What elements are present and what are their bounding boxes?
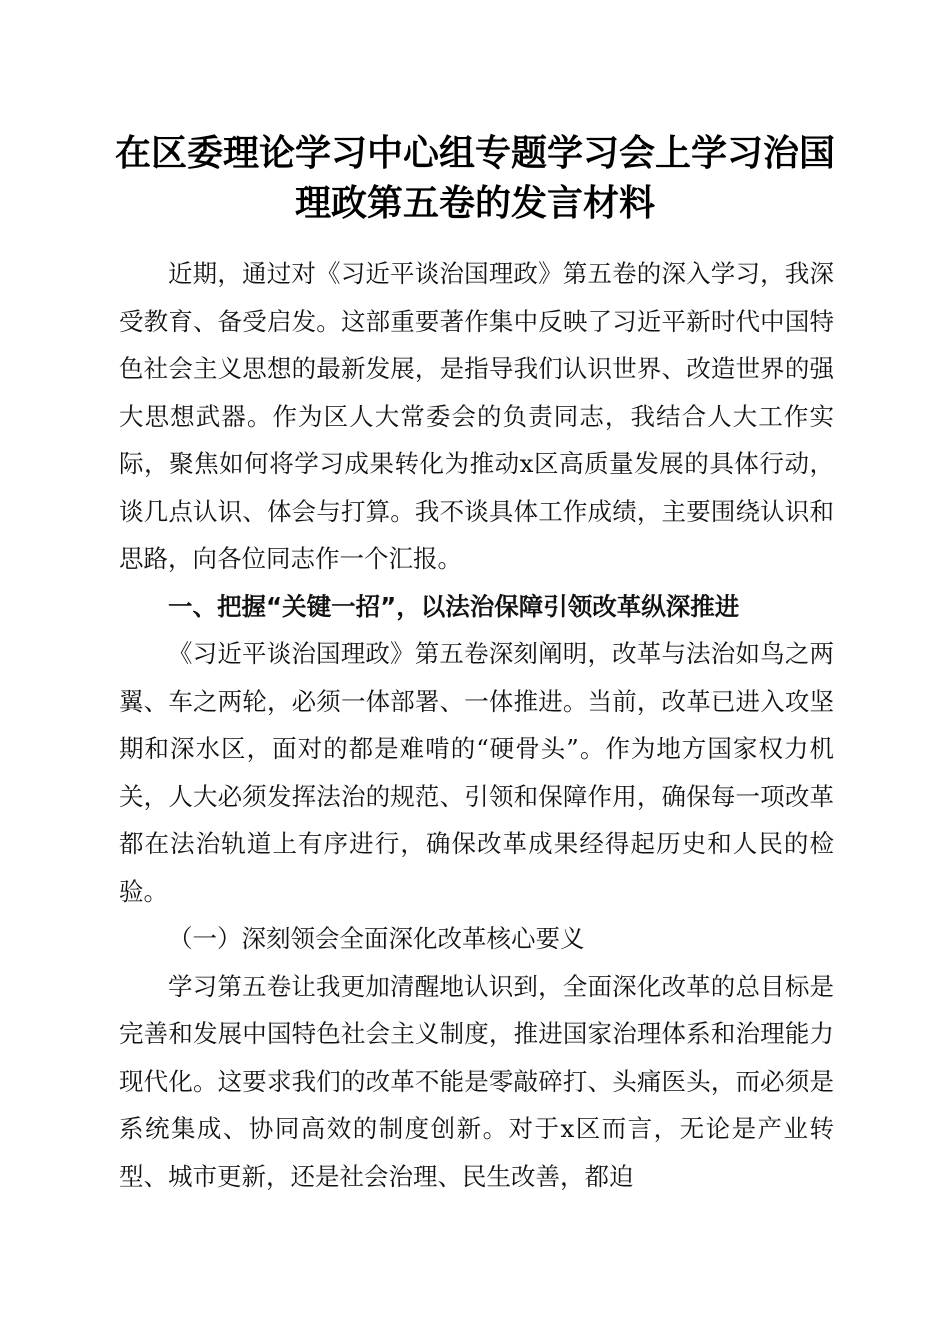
subsection-heading-1: （一）深刻领会全面深化改革核心要义 — [168, 924, 585, 953]
intro-paragraph: 近期，通过对《习近平谈治国理政》第五卷的深入学习，我深受教育、备受启发。这部重要著作集中反映了习近平新时代中国特色社会主义思想的最新发展，是指导我们认识世界、改造世界的强大思想武器。作为区人大常委会的负责同志，我结合人大工作实际，聚焦如何将学习成果转化为推动x区高质量发展的具体行动，谈几点认识、体会与打算。我不谈具体工作成绩，主要围绕认识和思路，向各位同志作一个汇报。 — [119, 259, 834, 573]
document-body — [119, 250, 834, 1200]
document-title: 在区委理论学习中心组专题学习会上学习治国理政第五卷的发言材料 — [114, 132, 835, 224]
section-1-paragraph: 《习近平谈治国理政》第五卷深刻阐明，改革与法治如鸟之两翼、车之两轮，必须一体部署、一体推进。当前，改革已进入攻坚期和深水区，面对的都是难啃的“硬骨头”。作为地方国家权力机关，人大必须发挥法治的规范、引领和保障作用，确保每一项改革都在法治轨道上有序进行，确保改革成果经得起历史和人民的检验。 — [119, 639, 834, 906]
subsection-1-paragraph: 学习第五卷让我更加清醒地认识到，全面深化改革的总目标是完善和发展中国特色社会主义制度，推进国家治理体系和治理能力现代化。这要求我们的改革不能是零敲碎打、头痛医头，而必须是系统集成、协同高效的制度创新。对于x区而言，无论是产业转型、城市更新，还是社会治理、民生改善，都迫 — [119, 971, 834, 1191]
section-heading-1: 一、把握“关键一招”，以法治保障引领改革纵深推进 — [168, 591, 740, 621]
